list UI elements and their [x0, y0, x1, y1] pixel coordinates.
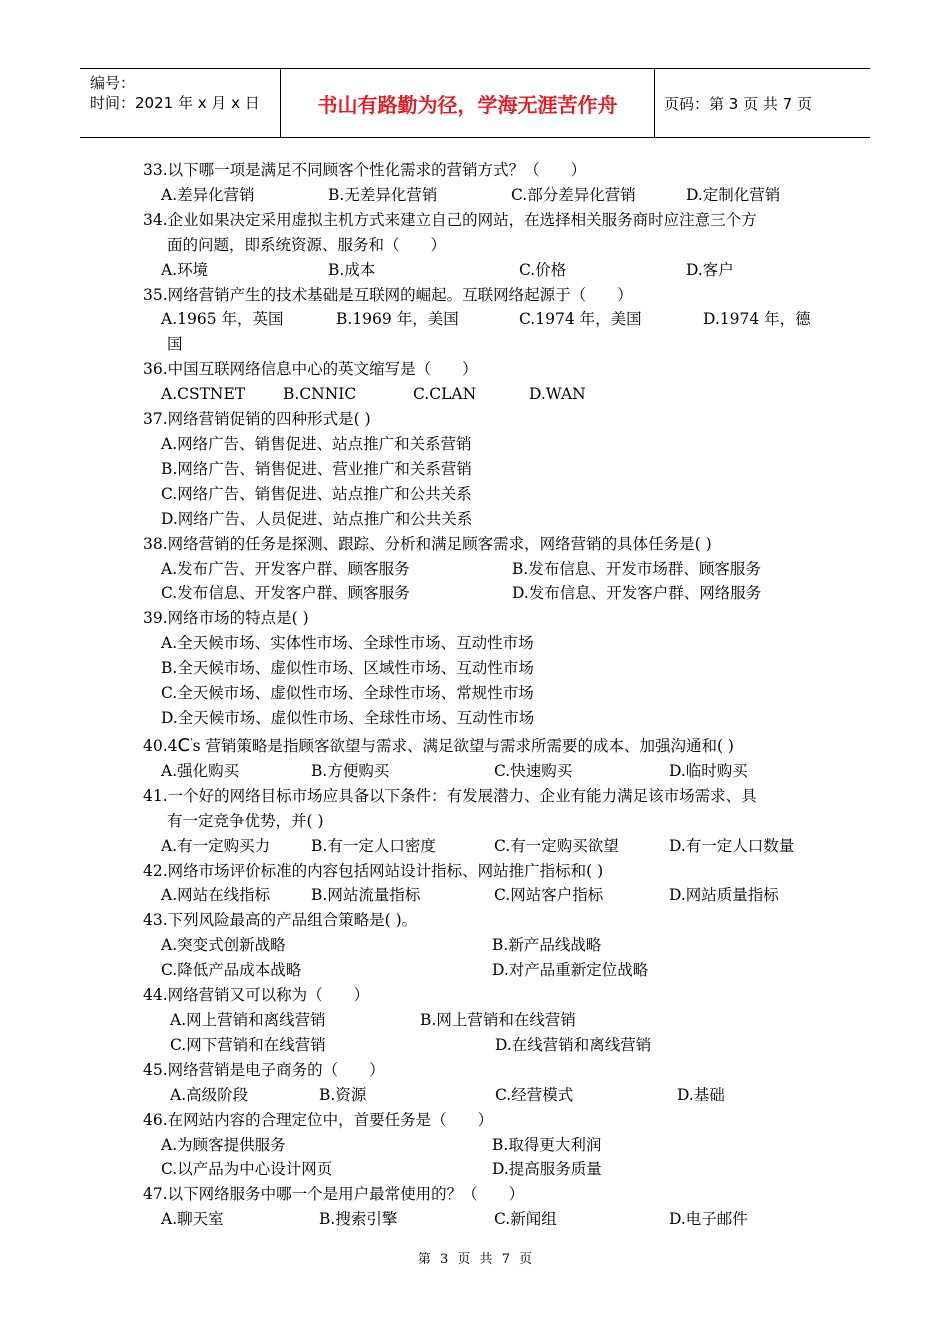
- option-b: B.方便购买: [311, 761, 390, 780]
- prime-mark: ': [190, 737, 193, 748]
- question-47: [143, 1182, 823, 1232]
- option-b: B.网络广告、销售促进、营业推广和关系营销: [161, 459, 472, 478]
- document-number-label: 编号：: [90, 74, 136, 92]
- option-a: A.为顾客提供服务: [161, 1135, 286, 1154]
- options-row-1: [143, 1008, 823, 1033]
- options-row-2: [143, 1157, 823, 1182]
- option-d: D.在线营销和离线营销: [495, 1035, 652, 1054]
- option-d: D.全天候市场、虚似性市场、全球性市场、互动性市场: [161, 708, 535, 727]
- question-33: [143, 158, 823, 208]
- option-c: C.网站客户指标: [494, 886, 604, 905]
- option-d: D.1974 年，德: [703, 310, 811, 329]
- option-b: B.取得更大利润: [492, 1135, 602, 1154]
- option-c: C.有一定购买欲望: [494, 836, 619, 855]
- header-page-number: 页码：第 3 页 共 7 页: [664, 94, 812, 113]
- question-text: 34.企业如果决定采用虚拟主机方式来建立自己的网站，在选择相关服务商时应注意三个方: [143, 210, 757, 229]
- option-a: A.突变式创新战略: [161, 936, 286, 955]
- options: [143, 759, 823, 784]
- option-b: B.全天候市场、虚似性市场、区域性市场、互动性市场: [161, 659, 534, 678]
- option-a: A.差异化营销: [161, 185, 255, 204]
- option-d: D.有一定人口数量: [669, 836, 795, 855]
- header-motto: 书山有路勤为径，学海无涯苦作舟: [281, 69, 655, 137]
- option-d: D.基础: [677, 1085, 725, 1104]
- option-c: C.发布信息、开发客户群、顾客服务: [161, 584, 410, 603]
- option-d: D.网络广告、人员促进、站点推广和公共关系: [161, 509, 473, 528]
- option-a: A.有一定购买力: [161, 836, 271, 855]
- question-text: 43.下列风险最高的产品组合策略是( )。: [143, 911, 418, 930]
- question-38: [143, 532, 823, 607]
- question-text: 44.网络营销又可以称为（ ）: [143, 986, 370, 1005]
- question-list: [143, 158, 823, 1232]
- question-39: [143, 606, 823, 731]
- option-d: D.电子邮件: [669, 1210, 748, 1229]
- option-c: C.经营模式: [495, 1085, 574, 1104]
- question-text: 41.一个好的网络目标市场应具备以下条件：有发展潜力、企业有能力满足该市场需求、具: [143, 786, 757, 805]
- option-c: C.网络广告、销售促进、站点推广和公共关系: [161, 484, 472, 503]
- question-34: [143, 208, 823, 283]
- question-text: [143, 731, 823, 759]
- option-d: D.定制化营销: [686, 185, 781, 204]
- question-text-continued: 有一定竞争优势，并( ): [167, 811, 324, 830]
- option-c: C.全天候市场、虚似性市场、全球性市场、常规性市场: [161, 684, 534, 703]
- question-37: [143, 407, 823, 532]
- option-a: A.环境: [161, 260, 209, 279]
- question-text: 42.网络市场评价标准的内容包括网站设计指标、网站推广指标和( ): [143, 861, 604, 880]
- option-d-continued: 国: [167, 335, 183, 354]
- option-a: A.全天候市场、实体性市场、全球性市场、互动性市场: [161, 634, 534, 653]
- option-b: B.无差异化营销: [328, 185, 438, 204]
- option-b: B.发布信息、开发市场群、顾客服务: [512, 559, 761, 578]
- question-41: [143, 784, 823, 859]
- options: [143, 883, 823, 908]
- options: [143, 307, 823, 332]
- option-a: A.网络广告、销售促进、站点推广和关系营销: [161, 434, 472, 453]
- question-44: [143, 983, 823, 1058]
- question-number: 40.4: [143, 737, 178, 755]
- question-text: 45.网络营销是电子商务的（ ）: [143, 1060, 385, 1079]
- question-42: [143, 859, 823, 909]
- option-c: C.网下营销和在线营销: [170, 1035, 326, 1054]
- options-row-1: [143, 557, 823, 582]
- question-text: 36.中国互联网络信息中心的英文缩写是（ ）: [143, 360, 478, 379]
- option-a: A.CSTNET: [161, 385, 246, 404]
- page-footer: 第 3 页 共 7 页: [417, 1252, 533, 1267]
- option-c: C.快速购买: [494, 761, 573, 780]
- options: [143, 1083, 823, 1108]
- question-text-continued: 面的问题，即系统资源、服务和（ ）: [167, 235, 447, 254]
- question-36: [143, 357, 823, 407]
- options: [143, 1207, 823, 1232]
- option-a: A.网上营销和离线营销: [170, 1010, 326, 1029]
- option-c: C.部分差异化营销: [511, 185, 636, 204]
- option-d: D.网站质量指标: [669, 886, 779, 905]
- option-a: A.聊天室: [161, 1210, 224, 1229]
- option-b: B.CNNIC: [283, 385, 357, 404]
- option-b: B.搜索引擎: [319, 1210, 398, 1229]
- option-d: D.发布信息、开发客户群、网络服务: [512, 584, 762, 603]
- options: [143, 183, 823, 208]
- options-row-2: [143, 1033, 823, 1058]
- question-43: [143, 908, 823, 983]
- options-row-2: [143, 581, 823, 606]
- option-c: C.CLAN: [413, 385, 477, 404]
- question-45: [143, 1058, 823, 1108]
- option-b: B.网站流量指标: [311, 886, 421, 905]
- c-letter: C: [177, 735, 191, 756]
- question-40: [143, 731, 823, 784]
- option-a: A.高级阶段: [170, 1085, 249, 1104]
- options: [143, 258, 823, 283]
- question-text: 46.在网站内容的合理定位中，首要任务是（ ）: [143, 1110, 494, 1129]
- question-46: [143, 1108, 823, 1183]
- options-row-1: [143, 933, 823, 958]
- option-b: B.有一定人口密度: [311, 836, 436, 855]
- options-row-1: [143, 1133, 823, 1158]
- option-d: D.客户: [686, 260, 734, 279]
- question-text: 35.网络营销产生的技术基础是互联网的崛起。互联网络起源于（ ）: [143, 285, 633, 304]
- options: [143, 382, 823, 407]
- option-b: B.新产品线战略: [492, 936, 602, 955]
- option-d: D.对产品重新定位战略: [492, 961, 649, 980]
- header-meta: [80, 69, 281, 137]
- options-row-2: [143, 958, 823, 983]
- option-b: B.1969 年，美国: [336, 310, 459, 329]
- option-d: D.临时购买: [669, 761, 748, 780]
- option-a: A.发布广告、开发客户群、顾客服务: [161, 559, 410, 578]
- option-b: B.网上营销和在线营销: [420, 1010, 576, 1029]
- document-date: 时间：2021 年 x 月 x 日: [90, 94, 260, 112]
- option-d: D.WAN: [529, 385, 586, 404]
- option-c: C.降低产品成本战略: [161, 961, 302, 980]
- question-body: s 营销策略是指顾客欲望与需求、满足欲望与需求所需要的成本、加强沟通和( ): [192, 737, 734, 755]
- option-c: C.1974 年，美国: [519, 310, 642, 329]
- question-text: 33.以下哪一项是满足不同顾客个性化需求的营销方式？（ ）: [143, 161, 587, 179]
- question-35: [143, 283, 823, 358]
- option-a: A.1965 年，英国: [161, 310, 284, 329]
- option-a: A.强化购买: [161, 761, 240, 780]
- option-c: C.新闻组: [494, 1210, 557, 1229]
- option-b: B.资源: [319, 1085, 367, 1104]
- question-text: 47.以下网络服务中哪一个是用户最常使用的？（ ）: [143, 1185, 525, 1204]
- option-c: C.价格: [519, 260, 567, 279]
- question-text: 37.网络营销促销的四种形式是( ): [143, 410, 371, 429]
- question-text: 38.网络营销的任务是探测、跟踪、分析和满足顾客需求，网络营销的具体任务是( ): [143, 534, 712, 553]
- option-c: C.以产品为中心设计网页: [161, 1160, 333, 1179]
- page-header: [80, 68, 870, 138]
- question-text: 39.网络市场的特点是( ): [143, 609, 309, 628]
- options: [143, 834, 823, 859]
- option-d: D.提高服务质量: [492, 1160, 602, 1179]
- option-a: A.网站在线指标: [161, 886, 271, 905]
- option-b: B.成本: [328, 260, 376, 279]
